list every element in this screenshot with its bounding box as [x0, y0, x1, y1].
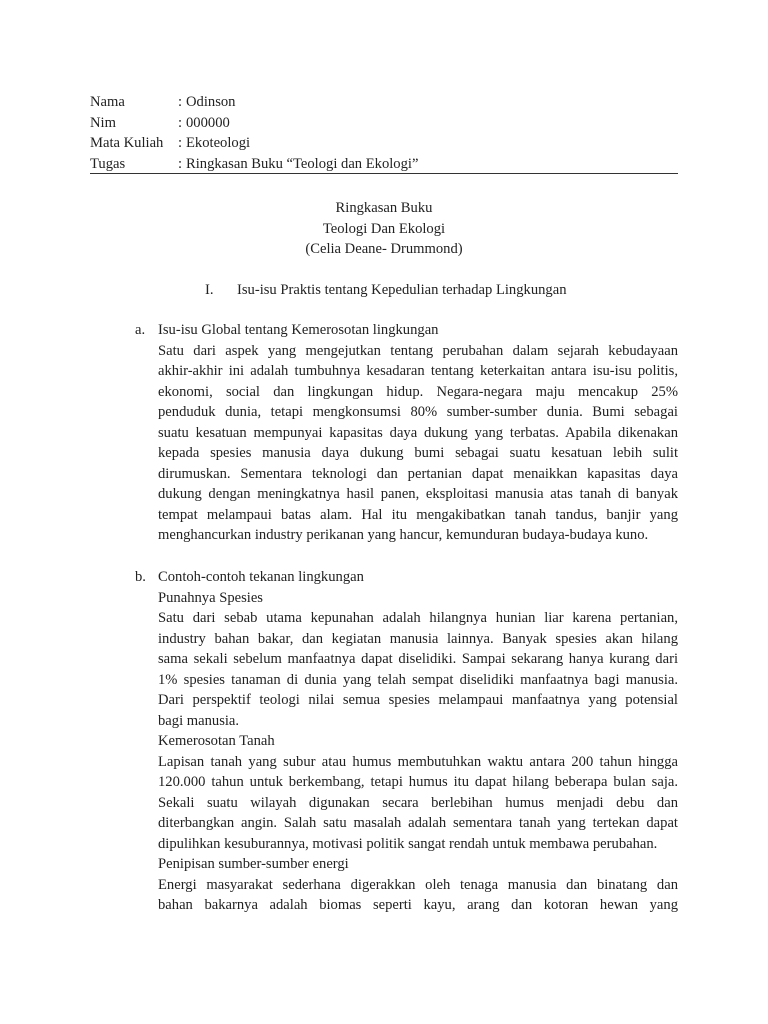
list-marker: b.: [135, 569, 146, 585]
colon: :: [178, 155, 183, 172]
paragraph-line: Sekali suatu wilayah digunakan secara berlebihan humus menjadi debu dan: [158, 794, 678, 811]
title-book: Teologi Dan Ekologi: [322, 220, 446, 237]
paragraph-line: suatu kesatuan mempunyai kapasitas daya dukung yang terbatas. Apabila dikenakan: [158, 424, 678, 441]
title-author: (Celia Deane- Drummond): [305, 241, 463, 257]
paragraph-line: Satu dari aspek yang mengejutkan tentang perubahan dalam sejarah kebudayaan: [158, 342, 678, 359]
section-number: I.: [205, 282, 214, 298]
subsection: [158, 731, 678, 854]
title-line: Ringkasan Buku: [335, 200, 433, 216]
paragraph-line: akhir-akhir ini adalah tumbuhnya kesadaran tentang keterkaitan antara isu-isu politis,: [158, 363, 678, 379]
paragraph-line: industry bahan bakar, dan kegiatan manusia lainnya. Banyak spesies akan hilang: [158, 630, 678, 647]
part-b-heading: Contoh-contoh tekanan lingkungan: [158, 569, 364, 585]
paragraph-line: ekonomi, social dan lingkungan hidup. Negara-negara maju mencakup 25%: [158, 383, 678, 400]
field-value: Ringkasan Buku “Teologi dan Ekologi”: [186, 155, 419, 172]
field-value: 000000: [186, 114, 230, 131]
field-value: Odinson: [186, 94, 236, 110]
paragraph-line: bagi manusia.: [158, 712, 240, 729]
subsection: [158, 588, 678, 732]
colon: :: [178, 135, 183, 151]
subsection-title: Penipisan sumber-sumber energi: [158, 856, 349, 872]
field-label: Nama: [90, 94, 125, 110]
paragraph-line: Lapisan tanah yang subur atau humus membutuhkan waktu antara 200 tahun hingga: [158, 753, 678, 770]
subsection: [158, 854, 678, 916]
paragraph-line: 120.000 tahun untuk berkembang, tetapi humus itu dapat hilang beberapa bulan saja.: [158, 774, 678, 790]
field-nama: [90, 92, 418, 113]
student-info: [90, 92, 418, 174]
paragraph-line: dukung dengan meningkatnya hasil panen, eksploitasi manusia atas tanah di banyak: [158, 486, 678, 502]
field-label: Nim: [90, 114, 116, 131]
part-b-subsections: [158, 588, 678, 916]
paragraph-line: sama sekali sebelum manfaatnya dapat diselidiki. Sampai sekarang hanya kurang dari: [158, 651, 678, 667]
field-value: Ekoteologi: [186, 135, 251, 151]
section-heading: [205, 280, 567, 301]
paragraph-line: diterbangkan angin. Salah satu masalah adalah sementara tanah yang tertekan dapat: [158, 815, 678, 831]
paragraph-line: penduduk dunia, tetapi mengkonsumsi 80% sumber-sumber dunia. Bumi sebagai: [158, 404, 678, 420]
subsection-title: Kemerosotan Tanah: [158, 733, 275, 749]
field-nim: [90, 113, 418, 134]
paragraph-line: 1% spesies tanaman di dunia yang telah sempat diselidiki manfaatnya bagi manusia.: [158, 671, 678, 688]
colon: :: [178, 114, 183, 131]
header-divider: [90, 173, 678, 174]
subsection-title: Punahnya Spesies: [158, 589, 263, 606]
paragraph-line: Energi masyarakat sederhana digerakkan oleh tenaga manusia dan binatang dan: [158, 876, 678, 893]
part-b: [135, 567, 678, 916]
paragraph-line: tempat melampaui batas alam. Hal itu mengakibatkan tanah tandus, banjir yang: [158, 506, 678, 523]
part-a: [135, 320, 678, 546]
paragraph-line: bahan bakarnya adalah biomas seperti kayu, arang dan kotoran hewan yang: [158, 897, 678, 913]
paragraph-line: dirumuskan. Sementara teknologi dan pertanian dapat menaikkan kapasitas daya: [158, 465, 678, 482]
paragraph-line: menghancurkan industry perikanan yang hancur, kemunduran budaya-budaya kuno.: [158, 527, 649, 543]
field-label: Mata Kuliah: [90, 135, 164, 151]
part-a-paragraph: [158, 341, 678, 546]
field-mata-kuliah: [90, 133, 418, 154]
document-title: [90, 198, 678, 260]
part-a-heading: Isu-isu Global tentang Kemerosotan lingkungan: [158, 322, 439, 338]
paragraph-line: Dari perspektif teologi nilai semua spesies melampaui manfaatnya yang potensial: [158, 692, 678, 708]
section-title: Isu-isu Praktis tentang Kepedulian terhadap Lingkungan: [237, 282, 567, 298]
field-tugas: [90, 154, 418, 175]
paragraph-line: dipulihkan kesuburannya, motivasi politik sangat rendah untuk membawa perubahan.: [158, 835, 658, 852]
colon: :: [178, 94, 183, 110]
list-marker: a.: [135, 322, 146, 338]
field-label: Tugas: [90, 155, 126, 172]
paragraph-line: Satu dari sebab utama kepunahan adalah hilangnya hunian liar karena pertanian,: [158, 610, 678, 626]
paragraph-line: kepada spesies manusia daya dukung bumi sebagai suatu kesatuan lebih sulit: [158, 445, 678, 461]
